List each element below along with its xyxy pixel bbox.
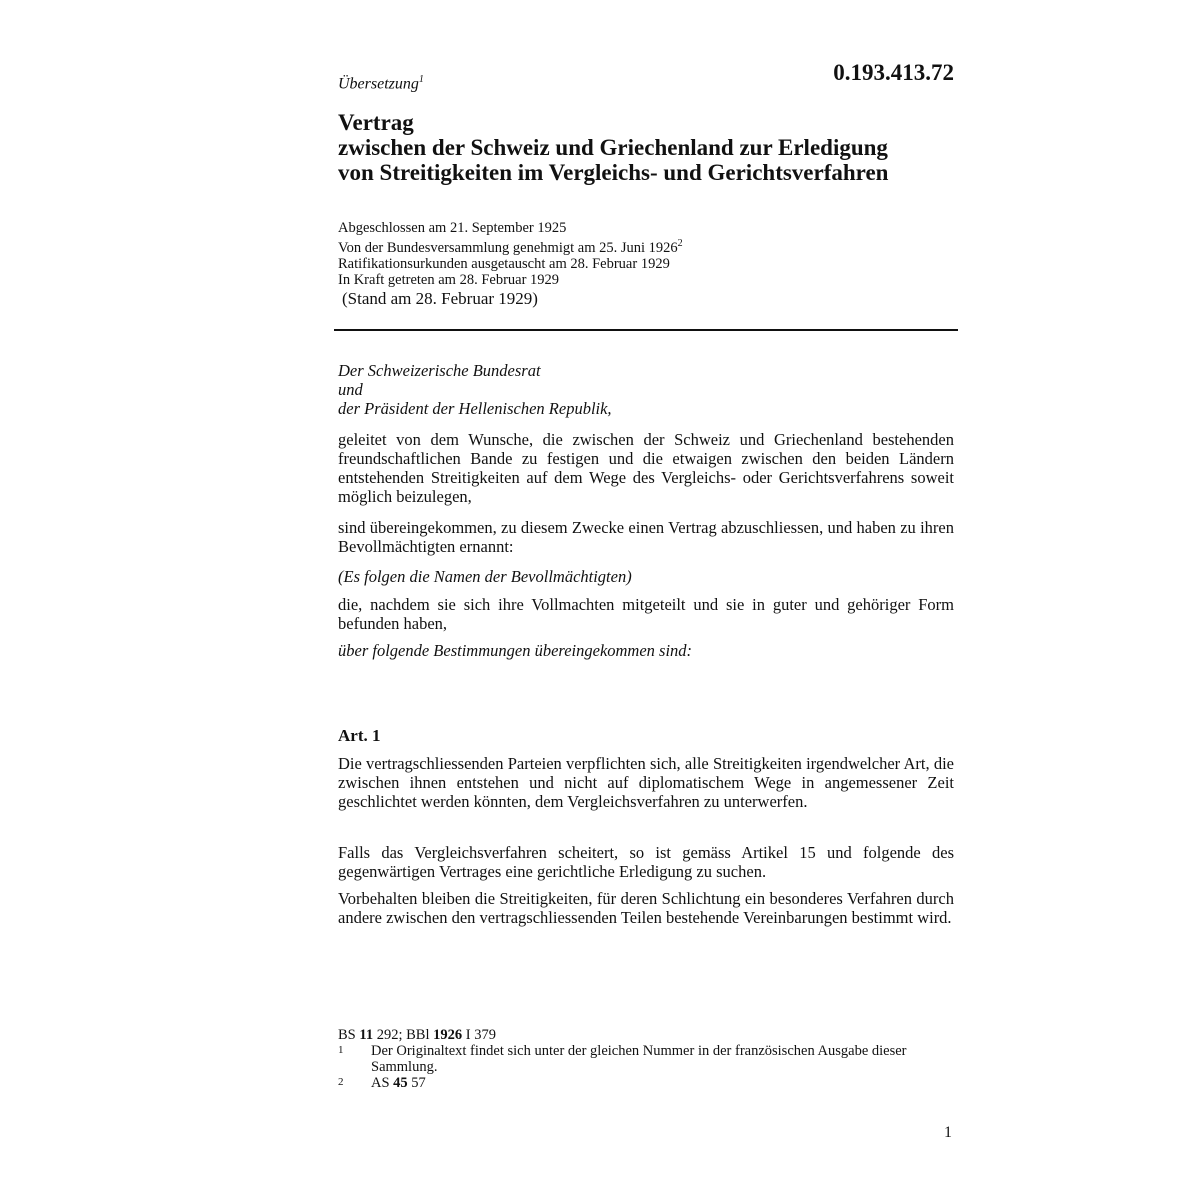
meta-approved-text: Von der Bundesversammlung genehmigt am 25. Juni 1926: [338, 239, 678, 256]
preamble-paragraph-5: über folgende Bestimmungen übereingekommen sind:: [338, 641, 693, 660]
article-1-paragraph-1: Die vertragschliessenden Parteien verpflichten sich, alle Streitigkeiten irgendwelcher Art, die zwischen ihnen entstehen und nicht auf diplomatischem Wege in angemessener Zeit geschlichtet werden könnten, dem Vergleichsverfahren zu unterwerfen.: [338, 754, 954, 811]
preamble-party-1: Der Schweizerische Bundesrat: [338, 361, 541, 380]
translation-label: [338, 74, 424, 93]
source-bs-mid: 292; BBl: [373, 1027, 434, 1043]
source-bs-volume: 11: [359, 1027, 374, 1043]
source-reference: [338, 1027, 938, 1043]
footnote-ref-1: 1: [418, 74, 424, 85]
header-divider: [334, 329, 958, 331]
sr-number: 0.193.413.72: [833, 60, 954, 85]
preamble-and: und: [338, 380, 363, 399]
document-title: [338, 110, 958, 185]
page-number: 1: [944, 1124, 952, 1141]
article-1-paragraph-2: Falls das Vergleichsverfahren scheitert, so ist gemäss Artikel 15 und folgende des gegenwärtigen Vertrages eine gerichtliche Erledigung zu suchen.: [338, 843, 954, 881]
title-line-3: von Streitigkeiten im Vergleichs- und Gerichtsverfahren: [338, 160, 889, 185]
meta-in-force: In Kraft getreten am 28. Februar 1929: [338, 271, 560, 288]
article-1-paragraph-3: Vorbehalten bleiben die Streitigkeiten, für deren Schlichtung ein besonderes Verfahren durch andere zwischen den vertragschliessenden Teilen bestehende Vereinbarungen bestimmt wird.: [338, 889, 954, 927]
footnote-1-text: Der Originaltext findet sich unter der gleichen Nummer in der französischen Ausgabe dieser Sammlung.: [371, 1043, 907, 1075]
meta-concluded: Abgeschlossen am 21. September 1925: [338, 220, 567, 236]
source-bs-prefix: BS: [338, 1027, 360, 1043]
preamble-paragraph-1: geleitet von dem Wunsche, die zwischen der Schweiz und Griechenland bestehenden freundschaftlichen Bande zu festigen und die etwaigen zwischen den beiden Ländern entstehenden Streitigkeiten auf dem Wege des Vergleichs- oder Gerichtsverfahrens soweit möglich beizulegen,: [338, 430, 954, 506]
title-line-2: zwischen der Schweiz und Griechenland zur Erledigung: [338, 135, 888, 160]
preamble-paragraph-3: (Es folgen die Namen der Bevollmächtigten): [338, 567, 632, 586]
footnote-2-text: [371, 1075, 938, 1091]
footnote-ref-2: 2: [677, 238, 683, 249]
meta-approved: [338, 236, 958, 256]
footnote-2-volume: 45: [393, 1075, 408, 1091]
title-line-1: Vertrag: [338, 110, 414, 135]
source-bbl-rest: I 379: [462, 1027, 496, 1043]
footnote-2: [338, 1075, 938, 1091]
preamble-parties: [338, 361, 954, 418]
status-date: (Stand am 28. Februar 1929): [342, 289, 538, 308]
footnote-2-number: 2: [338, 1076, 344, 1088]
footnotes: [338, 1027, 938, 1091]
preamble-paragraph-4: die, nachdem sie sich ihre Vollmachten mitgeteilt und sie in guter und gehöriger Form befunden haben,: [338, 595, 954, 633]
meta-ratification: Ratifikationsurkunden ausgetauscht am 28. Februar 1929: [338, 255, 670, 272]
document-metadata: [338, 220, 958, 288]
footnote-2-page: 57: [407, 1075, 426, 1091]
article-1-heading: Art. 1: [338, 726, 381, 745]
translation-label-text: Übersetzung: [338, 75, 419, 93]
footnote-1: [338, 1043, 938, 1075]
footnote-1-number: 1: [338, 1044, 344, 1056]
footnote-2-prefix: AS: [371, 1075, 394, 1091]
source-bbl-year: 1926: [433, 1027, 463, 1043]
preamble-party-2: der Präsident der Hellenischen Republik,: [338, 399, 612, 418]
preamble-paragraph-2: sind übereingekommen, zu diesem Zwecke einen Vertrag abzuschliessen, und haben zu ihren Bevollmächtigten ernannt:: [338, 518, 954, 556]
